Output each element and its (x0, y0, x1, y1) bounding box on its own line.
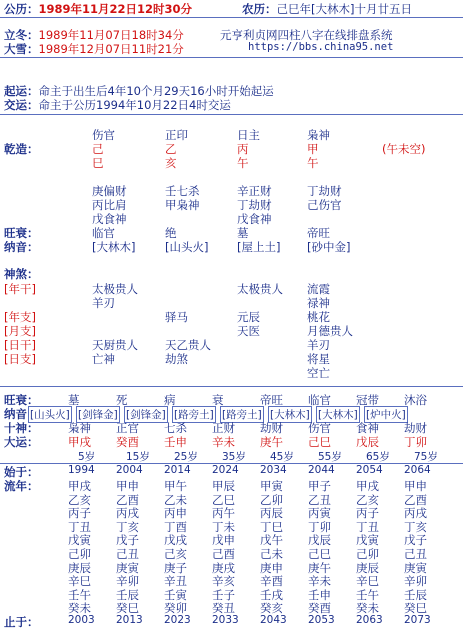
dayun-age: 75岁 (414, 451, 438, 463)
liunian-item: 癸巳 (116, 601, 139, 616)
liunian-item: 戊午 (260, 533, 283, 548)
divider (0, 114, 463, 115)
liunian-item: 癸未 (68, 601, 91, 616)
shensha-item: 天乙贵人 (165, 338, 211, 352)
zhiyu-year: 2023 (164, 614, 191, 626)
daxue-value: 1989年12月07日11时21分 (38, 42, 184, 56)
liunian-item: 丙午 (212, 506, 235, 521)
liunian-item: 甲寅 (260, 479, 283, 493)
pillar-gan: 乙 (165, 142, 177, 156)
pillar-shishen: 伤官 (92, 128, 115, 142)
dayun-nayin-label: 纳音 (4, 407, 27, 421)
canggan-item: 庚偏财 (92, 184, 127, 198)
canggan-item: 己伤官 (307, 198, 342, 212)
divider (0, 386, 463, 387)
pillar-gan: 丙 (237, 142, 249, 156)
dayun-wangshuai-item: 临官 (308, 393, 331, 407)
shensha-item: 流霞 (307, 282, 330, 296)
liunian-item: 乙亥 (68, 492, 91, 507)
canggan-item: 丁劫财 (307, 184, 342, 198)
gongli-label: 公历： (4, 2, 39, 16)
dayun-wangshuai-item: 冠带 (356, 393, 379, 407)
liunian-item: 壬申 (308, 587, 331, 602)
gongli-row (4, 1, 192, 17)
zhiyu-year: 2073 (404, 614, 431, 626)
pillar-zhi: 亥 (165, 156, 177, 170)
shensha-tag: [日支] (4, 352, 36, 366)
nayin-item: [山头火] (165, 240, 209, 254)
dayun-nayin-item: [剑锋金] (76, 406, 120, 423)
liunian-item: 壬午 (68, 587, 91, 602)
nongli-value: 己巳年[大林木]十月廿五日 (276, 2, 412, 16)
zhiyu-year: 2033 (212, 614, 239, 626)
pillar-gan: 己 (92, 142, 104, 156)
pillar-shishen: 枭神 (307, 128, 330, 142)
liunian-item: 丙子 (68, 506, 91, 521)
liunian-item: 癸亥 (260, 601, 283, 616)
shiyu-year: 2044 (308, 464, 335, 476)
dayun-age: 35岁 (222, 451, 246, 463)
liunian-item: 丁巳 (260, 519, 283, 534)
liunian-item: 乙巳 (212, 492, 235, 507)
shiyu-year: 2014 (164, 464, 191, 476)
liunian-item: 辛酉 (260, 574, 283, 589)
liunian-item: 癸卯 (164, 601, 187, 616)
shensha-item: 劫煞 (165, 352, 188, 366)
divider (0, 17, 463, 18)
dayun-age: 5岁 (78, 451, 96, 463)
shensha-tag: [年干] (4, 282, 36, 296)
liunian-item: 丁亥 (404, 519, 427, 534)
liunian-item: 己亥 (164, 547, 187, 561)
liunian-item: 壬子 (212, 587, 235, 602)
dayun-nayin-item: [大林木] (268, 406, 312, 423)
liunian-item: 辛巳 (356, 574, 379, 589)
kongwang-note: (午未空) (382, 142, 426, 156)
dayun-shishen-item: 七杀 (164, 421, 187, 435)
shensha-label: 神煞： (4, 267, 39, 281)
daxue-label: 大雪： (4, 42, 39, 56)
liunian-item: 辛亥 (212, 574, 235, 589)
liunian-item: 己未 (260, 547, 283, 561)
liunian-item: 戊戌 (164, 533, 187, 548)
wangshuai-label: 旺衰： (4, 226, 39, 240)
canggan-item: 丙比肩 (92, 198, 127, 212)
liunian-item: 庚午 (308, 560, 331, 575)
shensha-tag: [日干] (4, 338, 36, 352)
zhiyu-year: 2013 (116, 614, 143, 626)
zhiyu-year: 2063 (356, 614, 383, 626)
lidong-label: 立冬： (4, 28, 39, 42)
shiyu-year: 2034 (260, 464, 287, 476)
dayun-shishen-item: 食神 (356, 421, 379, 435)
dayun-item: 庚午 (260, 435, 283, 449)
liunian-item: 癸巳 (404, 601, 427, 616)
site-name: 元亨利贞网四柱八字在线排盘系统 (220, 28, 393, 42)
dayun-shishen-item: 劫财 (260, 421, 283, 435)
pillar-zhi: 巳 (92, 156, 104, 170)
dayun-wangshuai-item: 衰 (212, 393, 224, 407)
nongli-row (242, 1, 412, 17)
canggan-item: 戊食神 (237, 212, 272, 226)
qiyun-value: 命主于出生后4年10个月29天16小时开始起运 (38, 84, 274, 98)
dayun-age: 55岁 (318, 451, 342, 463)
dayun-nayin-item: [路旁土] (172, 406, 216, 423)
dayun-item: 辛未 (212, 435, 235, 449)
liunian-item: 戊申 (212, 533, 235, 548)
liunian-item: 丁丑 (68, 519, 91, 534)
shensha-item: 太极贵人 (237, 282, 283, 296)
liunian-item: 庚申 (260, 560, 283, 575)
canggan-item: 丁劫财 (237, 198, 272, 212)
liunian-item: 壬午 (356, 587, 379, 602)
dayun-shishen-item: 正财 (212, 421, 235, 435)
dayun-wangshuai-item: 帝旺 (260, 393, 283, 407)
liunian-item: 丙辰 (260, 506, 283, 521)
wangshuai-item: 绝 (165, 226, 177, 240)
canggan-item: 辛正财 (237, 184, 272, 198)
liunian-item: 丙子 (356, 506, 379, 521)
liunian-item: 己丑 (116, 547, 139, 561)
liunian-item: 乙酉 (404, 492, 427, 507)
zhiyu-year: 2053 (308, 614, 335, 626)
liunian-item: 甲辰 (212, 479, 235, 493)
liunian-item: 甲申 (404, 479, 427, 493)
liunian-label: 流年： (4, 479, 39, 493)
shensha-item: 羊刃 (307, 338, 330, 352)
shiyu-year: 2004 (116, 464, 143, 476)
dayun-wangshuai-item: 病 (164, 393, 176, 407)
liunian-item: 癸未 (356, 601, 379, 616)
dayun-item: 癸酉 (116, 435, 139, 449)
dayun-shishen-item: 伤官 (308, 421, 331, 435)
pillar-zhi: 午 (237, 156, 249, 170)
dayun-age: 15岁 (126, 451, 150, 463)
liunian-item: 乙酉 (116, 492, 139, 507)
dayun-shishen-label: 十神： (4, 421, 39, 435)
liunian-item: 庚辰 (356, 560, 379, 575)
qianzao-label: 乾造： (4, 142, 39, 156)
liunian-item: 乙未 (164, 492, 187, 507)
liunian-item: 丙申 (164, 506, 187, 521)
shensha-item: 空亡 (307, 366, 330, 380)
dayun-nayin-item: [炉中火] (364, 406, 408, 423)
liunian-item: 丁未 (212, 519, 235, 534)
dayun-wangshuai-item: 死 (116, 393, 128, 407)
liunian-item: 庚戌 (212, 560, 235, 575)
liunian-item: 戊子 (404, 533, 427, 548)
liunian-item: 乙丑 (308, 492, 331, 507)
divider (0, 57, 463, 58)
liunian-item: 戊寅 (68, 533, 91, 548)
liunian-item: 己巳 (308, 547, 331, 561)
liunian-item: 己酉 (212, 547, 235, 561)
liunian-item: 丁亥 (116, 519, 139, 534)
liunian-item: 庚寅 (116, 560, 139, 575)
pillar-shishen: 正印 (165, 128, 188, 142)
dayun-wangshuai-label: 旺衰： (4, 393, 39, 407)
dayun-item: 己巳 (308, 435, 331, 449)
jiaoyun-row (4, 97, 231, 113)
dayun-nayin-item: [大林木] (316, 406, 360, 423)
liunian-item: 丁卯 (308, 519, 331, 534)
site-url-link[interactable]: https://bbs.china95.net (248, 41, 394, 53)
daxue-row (4, 41, 184, 57)
shensha-tag: [年支] (4, 310, 36, 324)
liunian-item: 戊子 (116, 533, 139, 548)
liunian-item: 庚辰 (68, 560, 91, 575)
liunian-item: 丙寅 (308, 506, 331, 521)
liunian-item: 辛未 (308, 574, 331, 589)
liunian-item: 甲午 (164, 479, 187, 493)
liunian-item: 戊辰 (308, 533, 331, 548)
dayun-nayin-item: [山头火] (28, 406, 72, 423)
dayun-wangshuai-item: 墓 (68, 393, 80, 407)
dayun-item: 壬申 (164, 435, 187, 449)
liunian-item: 庚子 (164, 560, 187, 575)
shensha-tag: [月支] (4, 324, 36, 338)
dayun-shishen-item: 枭神 (68, 421, 91, 435)
canggan-item: 甲枭神 (165, 198, 200, 212)
liunian-item: 甲戌 (356, 479, 379, 493)
dayun-label: 大运： (4, 435, 39, 449)
liunian-item: 丁丑 (356, 519, 379, 534)
shensha-item: 天医 (237, 324, 260, 338)
dayun-age: 45岁 (270, 451, 294, 463)
wangshuai-item: 临官 (92, 226, 115, 240)
liunian-item: 戊寅 (356, 533, 379, 548)
shensha-item: 羊刃 (92, 296, 115, 310)
dayun-item: 丁卯 (404, 435, 427, 449)
canggan-item: 壬七杀 (165, 184, 200, 198)
liunian-item: 丁酉 (164, 519, 187, 534)
liunian-item: 甲子 (308, 479, 331, 493)
shiyu-label: 始于： (4, 465, 39, 479)
dayun-age: 25岁 (174, 451, 198, 463)
liunian-item: 甲戌 (68, 479, 91, 493)
wangshuai-item: 帝旺 (307, 226, 330, 240)
liunian-item: 乙卯 (260, 492, 283, 507)
liunian-item: 壬戌 (260, 587, 283, 602)
liunian-item: 壬辰 (116, 587, 139, 602)
liunian-item: 己卯 (68, 547, 91, 561)
shensha-item: 将星 (307, 352, 330, 366)
liunian-item: 辛卯 (116, 574, 139, 589)
shiyu-year: 2064 (404, 464, 431, 476)
dayun-age: 65岁 (366, 451, 390, 463)
zhiyu-year: 2003 (68, 614, 95, 626)
shensha-item: 驿马 (165, 310, 188, 324)
nongli-label: 农历： (242, 2, 277, 16)
liunian-item: 癸酉 (308, 601, 331, 616)
shensha-item: 元辰 (237, 310, 260, 324)
liunian-item: 辛卯 (404, 574, 427, 589)
dayun-item: 戊辰 (356, 435, 379, 449)
shiyu-year: 1994 (68, 464, 95, 476)
zhiyu-label: 止于： (4, 615, 39, 629)
liunian-item: 丙戌 (404, 506, 427, 521)
shensha-item: 桃花 (307, 310, 330, 324)
nayin-item: [屋上土] (237, 240, 281, 254)
dayun-nayin-item: [剑锋金] (124, 406, 168, 423)
liunian-item: 辛丑 (164, 574, 187, 589)
dayun-wangshuai-item: 沐浴 (404, 393, 427, 407)
lidong-value: 1989年11月07日18时34分 (38, 28, 184, 42)
shensha-item: 太极贵人 (92, 282, 138, 296)
jiaoyun-value: 命主于公历1994年10月22日4时交运 (38, 98, 231, 112)
shensha-item: 禄神 (307, 296, 330, 310)
zhiyu-year: 2043 (260, 614, 287, 626)
nayin-item: [大林木] (92, 240, 136, 254)
canggan-item: 戊食神 (92, 212, 127, 226)
liunian-item: 庚寅 (404, 560, 427, 575)
nayin-label: 纳音： (4, 240, 39, 254)
pillar-zhi: 午 (307, 156, 319, 170)
liunian-item: 壬寅 (164, 587, 187, 602)
dayun-shishen-item: 正官 (116, 421, 139, 435)
jiaoyun-label: 交运： (4, 98, 39, 112)
liunian-item: 己丑 (404, 547, 427, 561)
shensha-item: 亡神 (92, 352, 115, 366)
qiyun-label: 起运： (4, 84, 39, 98)
nayin-item: [砂中金] (307, 240, 351, 254)
liunian-item: 丙戌 (116, 506, 139, 521)
pillar-shishen: 日主 (237, 128, 260, 142)
liunian-item: 乙亥 (356, 492, 379, 507)
shensha-item: 天厨贵人 (92, 338, 138, 352)
wangshuai-item: 墓 (237, 226, 249, 240)
liunian-item: 癸丑 (212, 601, 235, 616)
liunian-item: 辛巳 (68, 574, 91, 589)
shiyu-year: 2054 (356, 464, 383, 476)
dayun-nayin-item: [路旁土] (220, 406, 264, 423)
liunian-item: 己卯 (356, 547, 379, 561)
liunian-item: 甲申 (116, 479, 139, 493)
liunian-item: 壬辰 (404, 587, 427, 602)
dayun-shishen-item: 劫财 (404, 421, 427, 435)
gongli-value: 1989年11月22日12时30分 (38, 2, 193, 16)
dayun-item: 甲戌 (68, 435, 91, 449)
shensha-item: 月德贵人 (307, 324, 353, 338)
shiyu-year: 2024 (212, 464, 239, 476)
pillar-gan: 甲 (307, 142, 319, 156)
